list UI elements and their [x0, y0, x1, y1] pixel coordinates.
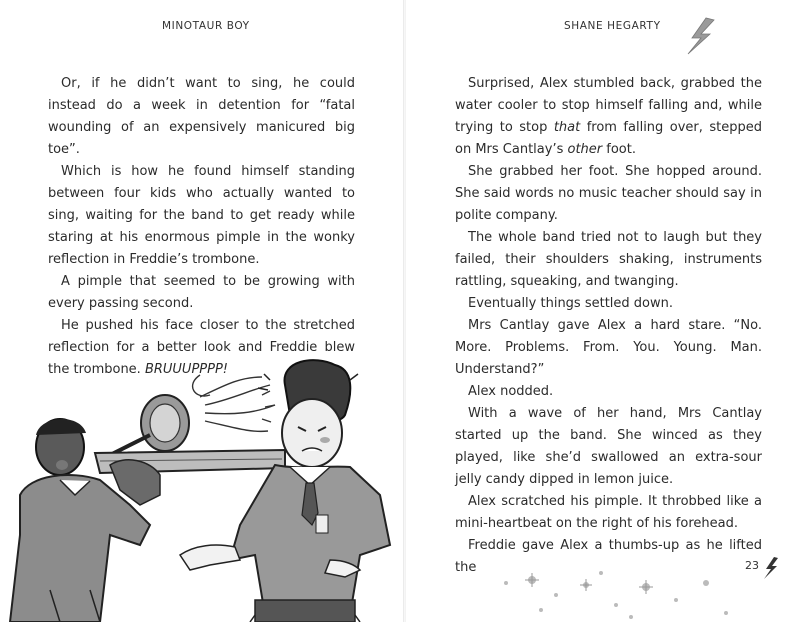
running-head-right: SHANE HEGARTY — [564, 20, 661, 32]
paragraph: Which is how he found himself standing between four kids who actually wanted to sing, waiting for the band to get ready while staring at his enormous pimple in the wonky reflection in Freddie’s trombone. — [48, 164, 355, 267]
paragraph: Alex scratched his pimple. It throbbed like a mini-heartbeat on the right of his forehead. — [455, 494, 762, 531]
paragraph: Or, if he didn’t want to sing, he could instead do a week in detention for “fatal wounding of an expensively manicured big toe”. — [48, 76, 355, 157]
right-page — [406, 0, 810, 622]
sparkle-decoration — [486, 565, 786, 622]
left-page — [0, 0, 404, 622]
paragraph-text: He pushed his face closer to the stretched reflection for a better look and Freddie blew the trombone. — [48, 318, 355, 377]
running-head-left: MINOTAUR BOY — [162, 20, 250, 32]
paragraph: The whole band tried not to laugh but they failed, their shoulders shaking, instruments rattling, squeaking, and twanging. — [455, 230, 762, 289]
emphasis: other — [567, 142, 603, 157]
sound-effect: BRUUUPPPP! — [144, 362, 229, 377]
paragraph-text: foot. — [602, 142, 636, 157]
paragraph: A pimple that seemed to be growing with every passing second. — [48, 274, 355, 311]
paragraph-text: from falling over, stepped on Mrs Cantlay’s — [455, 120, 762, 157]
emphasis: that — [553, 120, 581, 135]
paragraph — [455, 73, 762, 161]
paragraph: Mrs Cantlay gave Alex a hard stare. “No. More. Problems. From. You. Young. Man. Understand?” — [455, 318, 762, 377]
paragraph: Eventually things settled down. — [468, 296, 674, 311]
paragraph: Alex nodded. — [468, 384, 554, 399]
lightning-bolt-icon — [686, 16, 718, 56]
right-body-text — [455, 73, 762, 579]
paragraph: With a wave of her hand, Mrs Cantlay started up the band. She winced as they played, like she’d swallowed an extra-sour jelly candy dipped in lemon juice. — [455, 406, 762, 487]
paragraph: She grabbed her foot. She hopped around. She said words no music teacher should say in polite company. — [455, 164, 762, 223]
left-body-text — [48, 73, 355, 381]
page-number: 23 — [745, 559, 759, 572]
paragraph: Freddie gave Alex a thumbs-up as he lifted the — [455, 538, 762, 575]
paragraph-text: Surprised, Alex stumbled back, grabbed the water cooler to stop himself falling and, while trying to stop — [455, 76, 762, 135]
trombone-illustration — [0, 355, 400, 622]
